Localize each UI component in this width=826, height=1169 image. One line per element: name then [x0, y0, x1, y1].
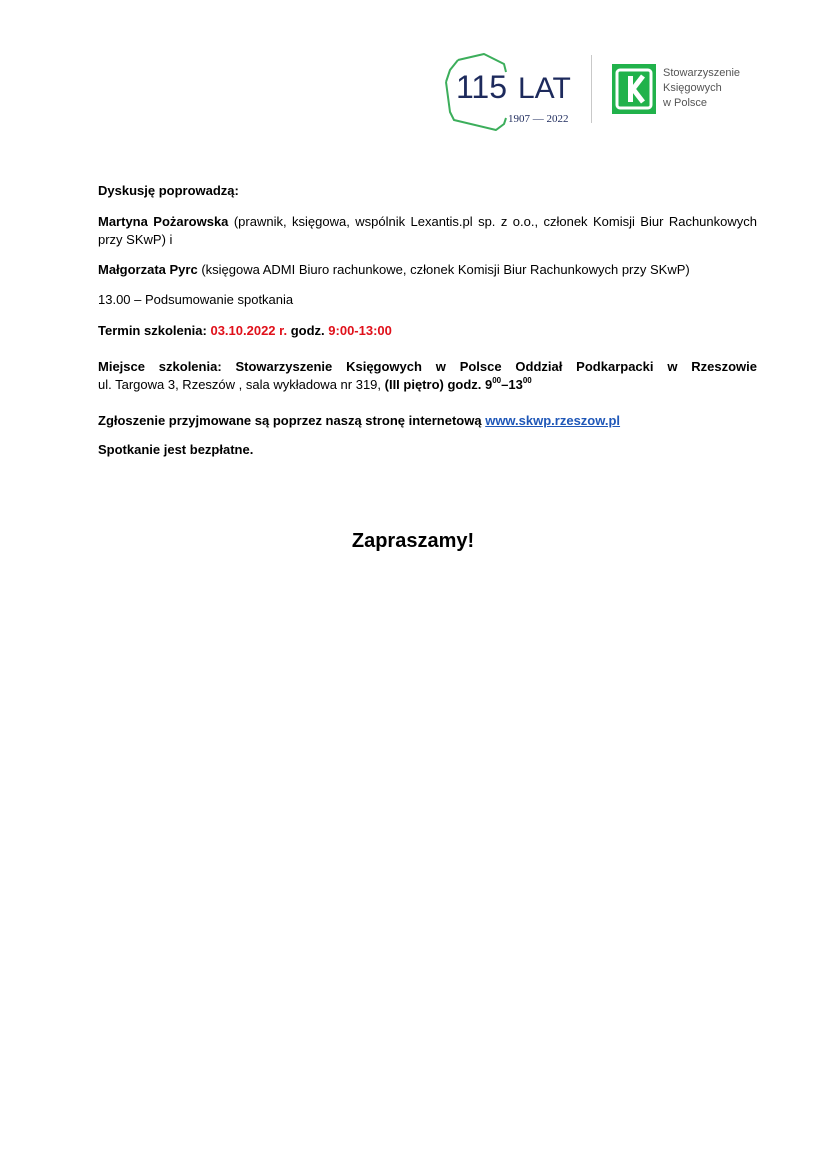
anniversary-years: 1907 — 2022 [508, 113, 569, 125]
invite-heading: Zapraszamy! [351, 530, 475, 552]
speaker-name: Martyna Pożarowska [98, 214, 229, 229]
skwp-name-line: Stowarzyszenie [663, 67, 741, 79]
training-date [98, 322, 757, 340]
speaker-martyna [98, 213, 757, 249]
anniversary-logo-graphic [444, 52, 580, 134]
location-label: Miejsce szkolenia: Stowarzyszenie Księgowych w Polsce Oddział Podkarpacki w Rzeszowie [98, 359, 757, 374]
training-date-label: Termin szkolenia: [98, 323, 211, 338]
registration-text: Zgłoszenie przyjmowane są poprzez naszą stronę internetową [98, 413, 486, 428]
hours-end: –13 [501, 377, 523, 392]
anniversary-word: LAT [518, 72, 571, 105]
speaker-name: Małgorzata Pyrc [98, 262, 198, 277]
anniversary-logo [444, 52, 580, 134]
logo-divider [591, 55, 592, 123]
registration-link[interactable]: www.skwp.rzeszow.pl [485, 413, 621, 428]
training-time-value: 9:00-13:00 [328, 323, 392, 338]
speaker-malgorzata [98, 261, 757, 279]
location-floor: (III piętro) [384, 377, 444, 392]
hours-end-minutes: 00 [522, 376, 532, 385]
skwp-logo-icon [612, 64, 656, 114]
training-date-value: 03.10.2022 r. [210, 323, 288, 338]
anniversary-number: 115 [456, 69, 508, 105]
hours-start-minutes: 00 [492, 376, 502, 385]
training-location [98, 358, 757, 394]
free-note: Spotkanie jest bezpłatne. [98, 442, 254, 457]
speaker-description: (księgowa ADMI Biuro rachunkowe, członek Komisji Biur Rachunkowych przy SKwP) [197, 262, 690, 277]
discussion-heading: Dyskusję poprowadzą: [98, 183, 239, 198]
document-body [98, 182, 757, 459]
skwp-logo-name [663, 66, 740, 111]
skwp-name-line: Księgowych [663, 82, 722, 94]
skwp-name-line: w Polsce [663, 97, 708, 109]
training-time-label: godz. [287, 323, 329, 338]
hours-start: godz. 9 [443, 377, 493, 392]
location-address: ul. Targowa 3, Rzeszów , sala wykładowa nr 319, [98, 377, 385, 392]
speaker-description: (prawnik, księgowa, wspólnik Lexantis.pl sp. z o.o., członek Komisji Biur Rachunkowych przy SKwP) i [98, 214, 757, 247]
location-hours [444, 377, 532, 392]
registration-info [98, 412, 757, 430]
agenda-summary: 13.00 – Podsumowanie spotkania [98, 292, 294, 307]
